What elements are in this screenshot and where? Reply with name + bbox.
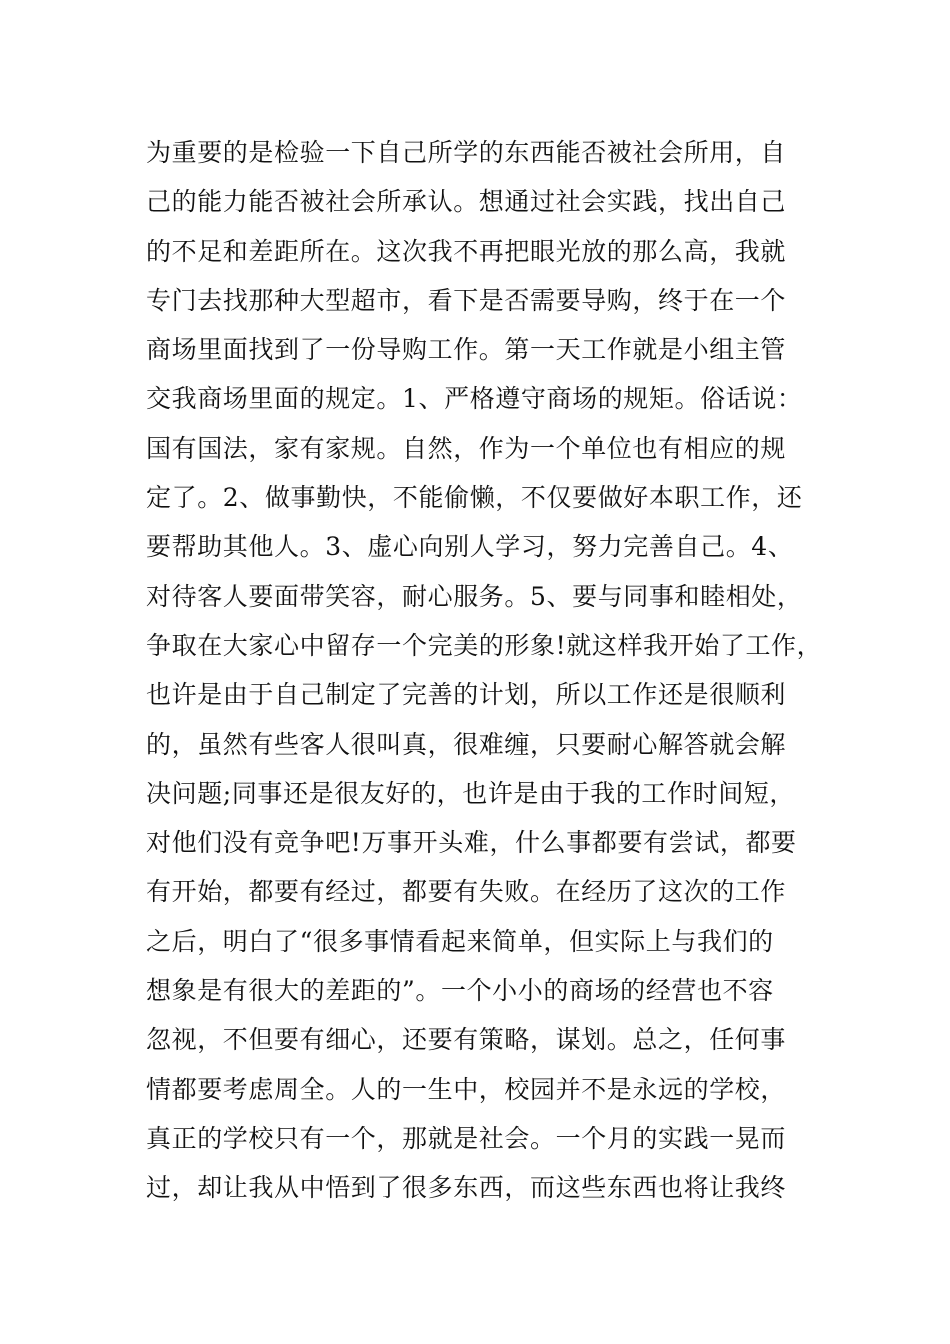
text-line: 也许是由于自己制定了完善的计划，所以工作还是很顺利 [146,680,787,710]
text-line: 专门去找那种大型超市，看下是否需要导购，终于在一个 [146,285,787,315]
text-line: 有开始，都要有经过，都要有失败。在经历了这次的工作 [146,877,787,907]
text-line: 之后，明白了“很多事情看起来简单，但实际上与我们的 [146,926,774,956]
text-line: 己的能力能否被社会所承认。想通过社会实践，找出自己 [146,187,787,217]
text-line: 的不足和差距所在。这次我不再把眼光放的那么高，我就 [146,236,787,266]
text-line: 对待客人要面带笑容，耐心服务。5、要与同事和睦相处， [146,581,803,611]
text-line: 的，虽然有些客人很叫真，很难缠，只要耐心解答就会解 [146,729,787,759]
text-line: 为重要的是检验一下自己所学的东西能否被社会所用，自 [146,138,787,167]
text-line: 商场里面找到了一份导购工作。第一天工作就是小组主管 [146,335,787,365]
text-line: 过，却让我从中悟到了很多东西，而这些东西也将让我终 [146,1173,787,1203]
text-line: 忽视，不但要有细心，还要有策略，谋划。总之，任何事 [146,1025,787,1055]
text-line: 交我商场里面的规定。1、严格遵守商场的规矩。俗话说： [146,384,803,414]
text-line: 定了。2、做事勤快，不能偷懒，不仅要做好本职工作，还 [146,483,803,513]
text-line: 要帮助其他人。3、虚心向别人学习，努力完善自己。4、 [146,532,794,562]
text-line: 决问题;同事还是很友好的，也许是由于我的工作时间短， [146,778,796,808]
text-line: 情都要考虑周全。人的一生中，校园并不是永远的学校， [146,1074,787,1104]
text-line: 真正的学校只有一个，那就是社会。一个月的实践一晃而 [146,1123,787,1153]
text-line: 对他们没有竞争吧!万事开头难，什么事都要有尝试，都要 [146,828,797,858]
text-line: 国有国法，家有家规。自然，作为一个单位也有相应的规 [146,433,787,463]
text-line: 争取在大家心中留存一个完美的形象!就这样我开始了工作， [146,630,823,660]
text-line: 想象是有很大的差距的”。一个小小的商场的经营也不容 [146,976,774,1006]
body-text [146,128,846,1213]
